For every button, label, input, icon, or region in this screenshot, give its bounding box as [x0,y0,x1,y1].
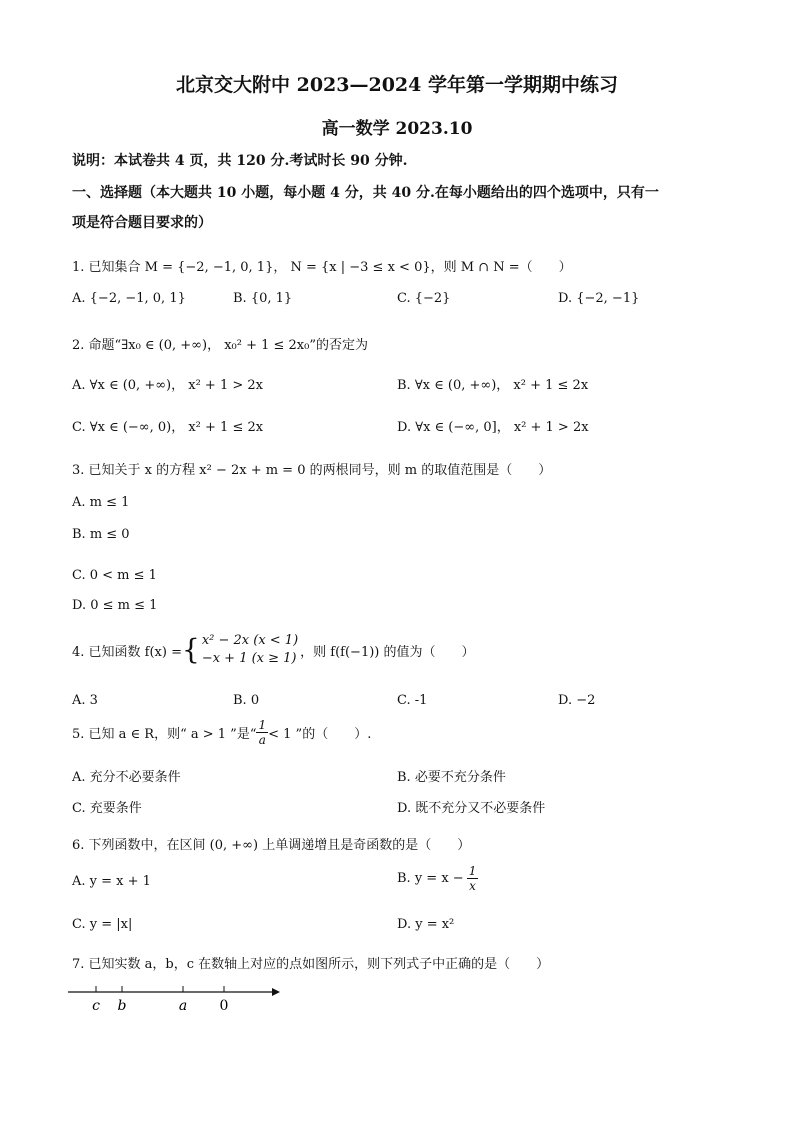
exam-subtitle: 高一数学 2023.10 [321,119,473,139]
q6-option-b-text: B. y = x − [397,871,464,886]
q6-option-b-fraction-numerator: 1 [468,864,477,878]
label-b: b [117,998,127,1014]
q4-stem-suffix: ，则 f(f(−1)) 的值为（ ） [300,644,475,660]
q3-option-b: B. m ≤ 0 [72,527,130,542]
left-brace-icon: { [181,633,200,666]
arrow-right-icon [272,988,280,996]
q2-option-c: C. ∀x ∈ (−∞, 0)， x² + 1 ≤ 2x [72,420,264,435]
q5-option-b: B. 必要不充分条件 [397,770,506,785]
q4-option-a: A. 3 [72,693,98,708]
q1-option-b: B. {0, 1} [233,291,293,306]
q6-option-a: A. y = x + 1 [72,874,151,889]
q6-stem: 6. 下列函数中，在区间 (0, +∞) 上单调递增且是奇函数的是（ ） [72,838,471,853]
q4-stem-prefix: 4. 已知函数 f(x) = [72,644,182,660]
q4-option-d: D. −2 [558,693,596,708]
q5-fraction-numerator: 1 [258,718,267,732]
q5-option-a: A. 充分不必要条件 [72,770,181,785]
q2-option-b: B. ∀x ∈ (0, +∞)， x² + 1 ≤ 2x [397,378,589,393]
q5-option-d: D. 既不充分又不必要条件 [397,801,546,816]
q3-option-a: A. m ≤ 1 [72,495,130,510]
instructions: 说明：本试卷共 4 页，共 120 分.考试时长 90 分钟. [72,153,408,169]
q1-option-c: C. {−2} [397,291,451,306]
q5-option-c: C. 充要条件 [72,801,142,816]
section-heading-line2: 项是符合题目要求的） [72,215,212,231]
q3-option-d: D. 0 ≤ m ≤ 1 [72,598,158,613]
q4-option-c: C. -1 [397,693,428,708]
q5-fraction [256,718,268,747]
q7-stem: 7. 已知实数 a，b，c 在数轴上对应的点如图所示，则下列式子中正确的是（ ） [72,957,550,972]
exam-title: 北京交大附中 2023—2024 学年第一学期期中练习 [176,74,618,96]
q4-piece-2: −x + 1 (x ≥ 1) [201,651,297,666]
section-heading-line1: 一、选择题（本大题共 10 小题，每小题 4 分，共 40 分.在每小题给出的四个选项中，只有一 [72,185,659,201]
q4-stem [72,632,475,668]
label-c: c [92,998,100,1014]
q5-stem-suffix: < 1 ”的（ ）. [268,727,372,742]
q6-option-b-fraction-denominator: x [469,879,476,893]
q2-option-a: A. ∀x ∈ (0, +∞)， x² + 1 > 2x [72,378,263,393]
q2-option-d: D. ∀x ∈ (−∞, 0]， x² + 1 > 2x [397,420,589,435]
q6-option-b [397,864,478,893]
q1-option-d: D. {−2, −1} [558,291,640,306]
q4-piece-1: x² − 2x (x < 1) [201,633,299,648]
q5-stem [72,718,371,747]
label-zero: 0 [219,998,229,1014]
q2-stem: 2. 命题“∃x₀ ∈ (0, +∞)， x₀² + 1 ≤ 2x₀”的否定为 [72,338,368,353]
q6-option-c: C. y = |x| [72,917,133,932]
number-line-figure [66,980,286,1020]
q4-piecewise [202,632,298,668]
q6-option-b-fraction [467,864,479,893]
q5-fraction-denominator: a [258,733,266,747]
q3-option-c: C. 0 < m ≤ 1 [72,568,157,583]
q1-option-a: A. {−2, −1, 0, 1} [72,291,186,306]
q6-option-d: D. y = x² [397,917,455,932]
q3-stem: 3. 已知关于 x 的方程 x² − 2x + m = 0 的两根同号，则 m 的取值范围是（ ） [72,463,552,478]
q4-option-b: B. 0 [233,693,260,708]
q5-stem-prefix: 5. 已知 a ∈ R，则“ a > 1 ”是“ [72,727,257,742]
label-a: a [178,998,188,1014]
q1-stem: 1. 已知集合 M = {−2, −1, 0, 1}， N = {x | −3 ≤ x < 0}，则 M ∩ N =（ ） [72,260,572,275]
